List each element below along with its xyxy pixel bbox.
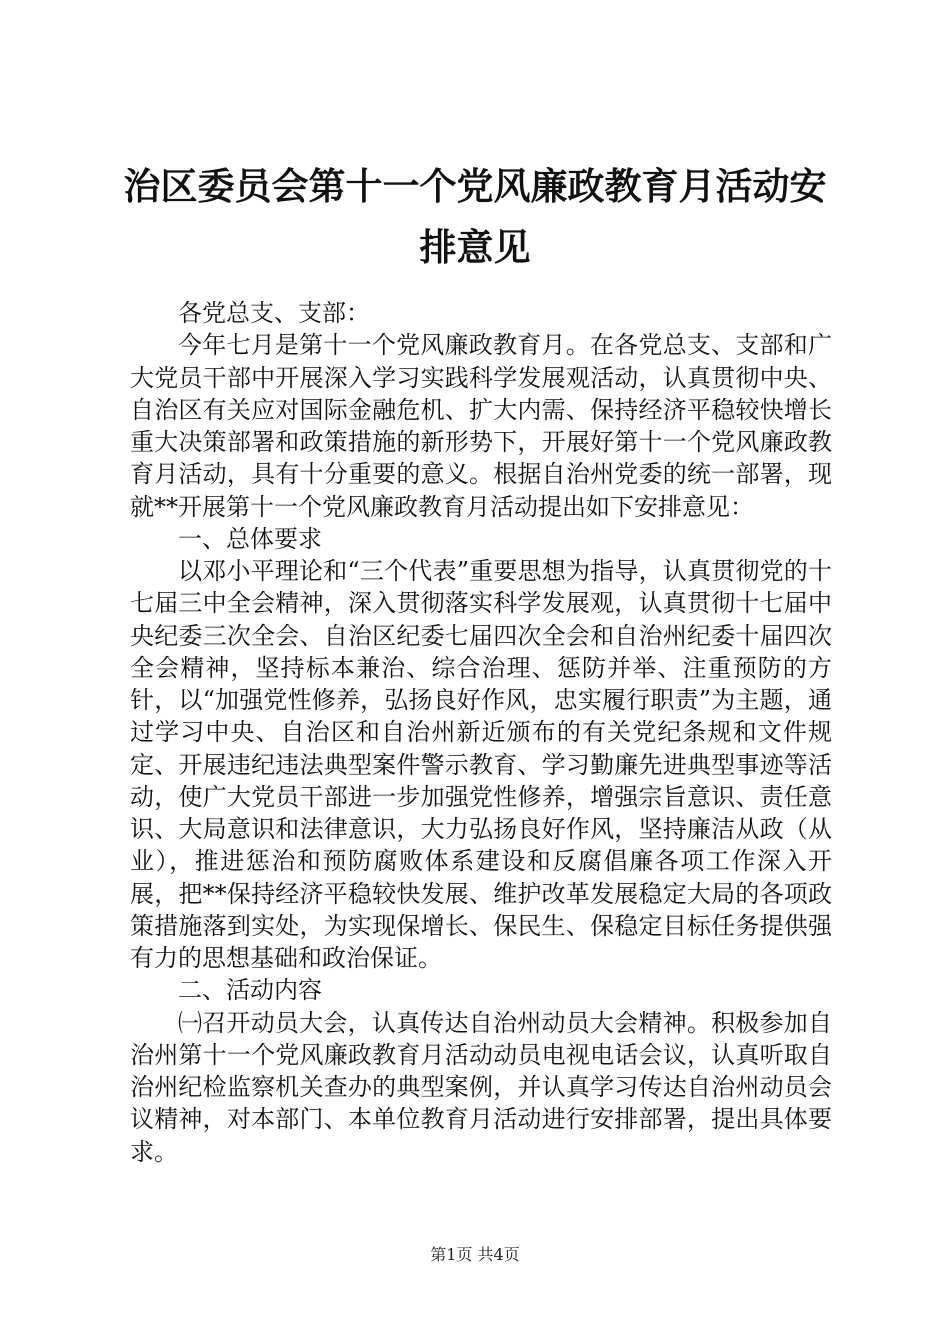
document-body [130, 297, 832, 1168]
salutation: 各党总支、支部： [178, 299, 370, 327]
intro-paragraph: 今年七月是第十一个党风廉政教育月。在各党总支、支部和广大党员干部中开展深入学习实践科学发展观活动，认真贯彻中央、自治区有关应对国际金融危机、扩大内需、保持经济平稳较快增长重大决策部署和政策措施的新形势下，开展好第十一个党风廉政教育月活动，具有十分重要的意义。根据自治州党委的统一部署，现就**开展第十一个党风廉政教育月活动提出如下安排意见： [130, 331, 832, 521]
general-requirements-paragraph: 以邓小平理论和“三个代表”重要思想为指导，认真贯彻党的十七届三中全会精神，深入贯彻落实科学发展观，认真贯彻十七届中央纪委三次全会、自治区纪委七届四次全会和自治州纪委十届四次全会精神，坚持标本兼治、综合治理、惩防并举、注重预防的方针，以“加强党性修养，弘扬良好作风，忠实履行职责”为主题，通过学习中央、自治区和自治州新近颁布的有关党纪条规和文件规定、开展违纪违法典型案件警示教育、学习勤廉先进典型事迹等活动，使广大党员干部进一步加强党性修养，增强宗旨意识、责任意识、大局意识和法律意识，大力弘扬良好作风，坚持廉洁从政（从业），推进惩治和预防腐败体系建设和反腐倡廉各项工作深入开展，把**保持经济平稳较快发展、维护改革发展稳定大局的各项政策措施落到实处，为实现保增长、保民生、保稳定目标任务提供强有力的思想基础和政治保证。 [130, 557, 832, 972]
activity-item-paragraph: ㈠召开动员大会，认真传达自治州动员大会精神。积极参加自治州第十一个党风廉政教育月活动动员电视电话会议，认真听取自治州纪检监察机关查办的典型案例，并认真学习传达自治州动员会议精神，对本部门、本单位教育月活动进行安排部署，提出具体要求。 [130, 1008, 832, 1166]
document-title: 治区委员会第十一个党风廉政教育月活动安排意见 [123, 164, 827, 269]
page-number-footer: 第1页 共4页 [430, 1245, 520, 1264]
section-heading-general-requirements: 一、总体要求 [178, 524, 322, 553]
section-heading-activity-content: 二、活动内容 [178, 976, 322, 1005]
